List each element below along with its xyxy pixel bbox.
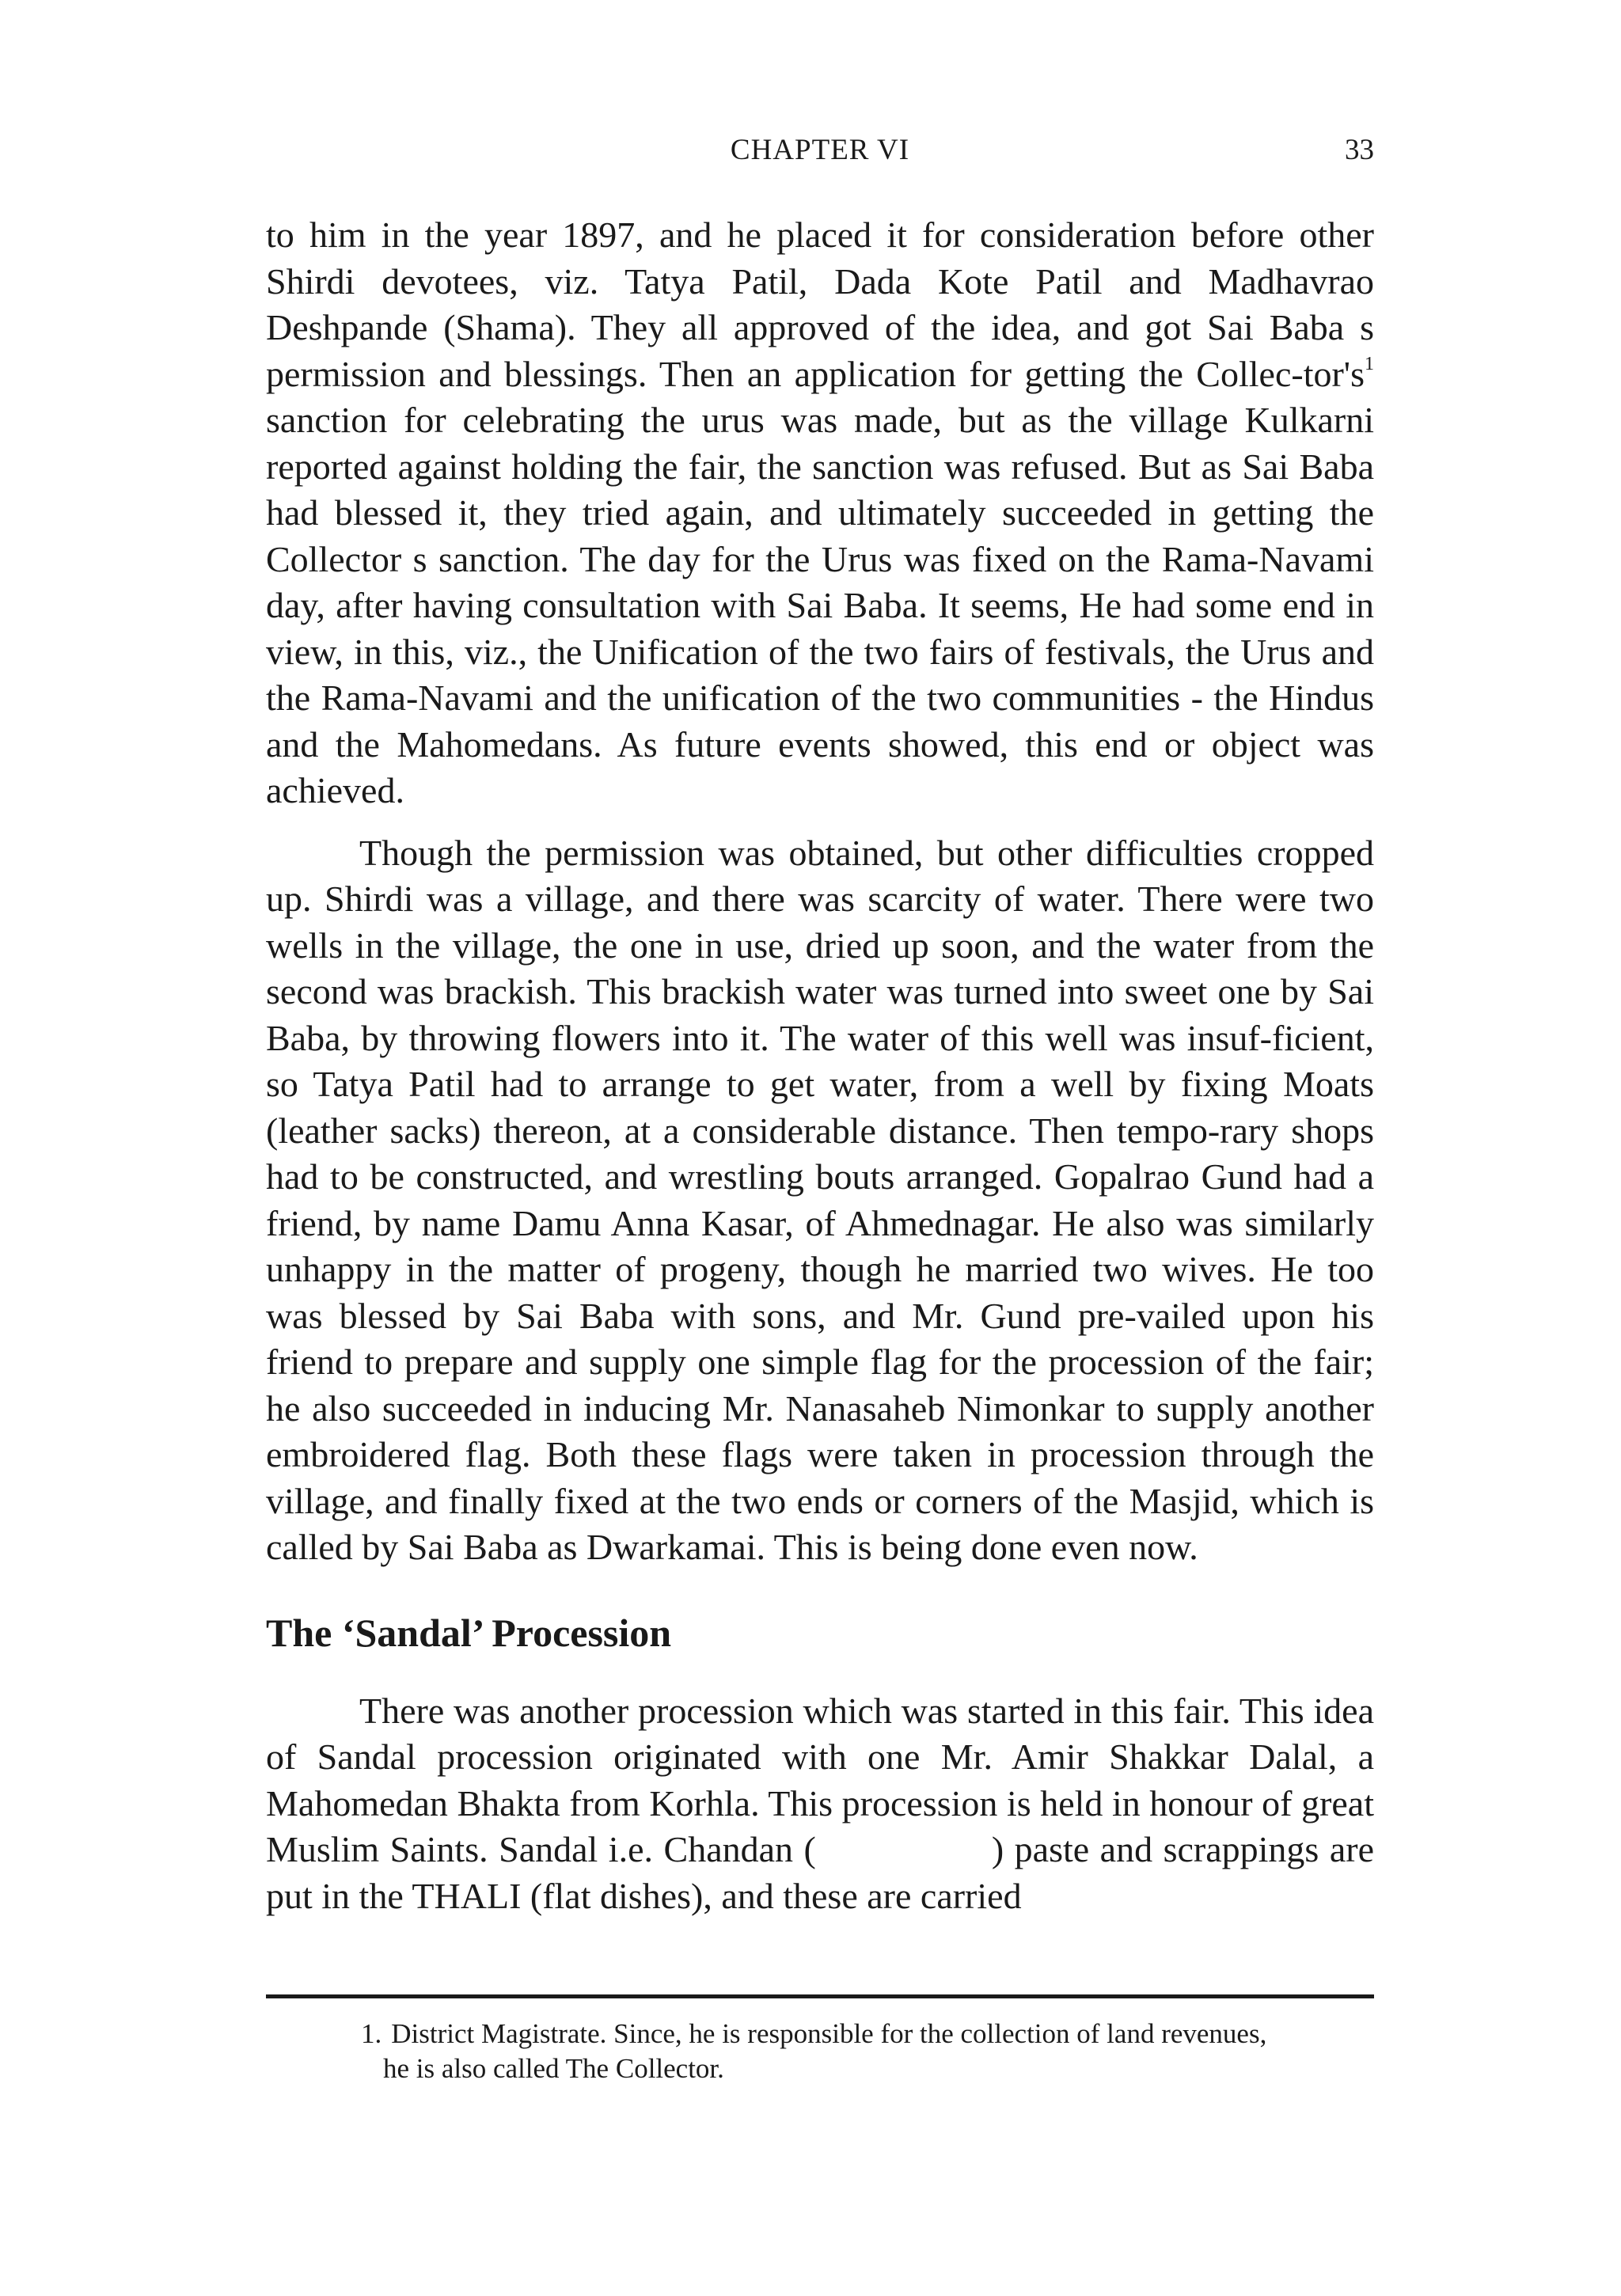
paragraph-3-text-b: ) paste and scrappings are put in the THALI (flat dishes), and these are carried <box>266 1829 1374 1916</box>
footnote-line-1: District Magistrate. Since, he is responsible for the collection of land revenues, <box>391 2018 1267 2049</box>
body-text <box>266 212 1374 1919</box>
footnote-divider <box>266 1994 1374 1998</box>
footnote-line-2: he is also called The Collector. <box>383 2053 724 2084</box>
paragraph-1-text-a: to him in the year 1897, and he placed it for consideration before other Shirdi devotees, viz. Tatya Patil, Dada Kote Patil and Madhavrao Deshpande (Shama). They all approved of the idea, and got Sai Baba s permission and blessings. Then an application for getting the Collec-tor's <box>266 214 1374 394</box>
footnote <box>361 2017 1376 2086</box>
section-heading: The ‘Sandal’ Procession <box>266 1610 672 1655</box>
footnote-number: 1. <box>361 2018 382 2049</box>
page-number: 33 <box>1345 134 1374 166</box>
footnote-reference: 1 <box>1365 353 1374 374</box>
paragraph-2: Though the permission was obtained, but other difficulties cropped up. Shirdi was a village, and there was scarcity of water. There were two wells in the village, the one in use, dried up soon, and the water from the second was brackish. This brackish water was turned into sweet one by Sai Baba, by throwing flowers into it. The water of this well was insuf-ficient, so Tatya Patil had to arrange to get water, from a well by fixing Moats (leather sacks) thereon, at a considerable distance. Then tempo-rary shops had to be constructed, and wrestling bouts arranged. Gopalrao Gund had a friend, by name Damu Anna Kasar, of Ahmednagar. He also was similarly unhappy in the matter of progeny, though he married two wives. He too was blessed by Sai Baba with sons, and Mr. Gund pre-vailed upon his friend to prepare and supply one simple flag for the procession of the fair; he also succeeded in inducing Mr. Nanasaheb Nimonkar to supply another embroidered flag. Both these flags were taken in procession through the village, and finally fixed at the two ends or corners of the Masjid, which is called by Sai Baba as Dwarkamai. This is being done even now. <box>266 832 1374 1567</box>
running-header <box>266 133 1374 177</box>
chapter-title: CHAPTER VI <box>730 134 910 166</box>
paragraph-3 <box>266 1688 1374 1920</box>
paragraph-1-text-b: sanction for celebrating the urus was made, but as the village Kulkarni reported against holding the fair, the sanction was refused. But as Sai Baba had blessed it, they tried again, and ultimately succeeded in getting the Collector s sanction. The day for the Urus was fixed on the Rama-Navami day, after having consultation with Sai Baba. It seems, He had some end in view, in this, viz., the Unification of the two fairs of festivals, the Urus and the Rama-Navami and the unification of the two communities - the Hindus and the Mahomedans. As future events showed, this end or object was achieved. <box>266 400 1374 810</box>
paragraph-1 <box>266 212 1374 814</box>
paragraph-3-text-a: There was another procession which was started in this fair. This idea of Sandal procession originated with one Mr. Amir Shakkar Dalal, a Mahomedan Bhakta from Korhla. This procession is held in honour of great Muslim Saints. Sandal i.e. Chandan ( <box>266 1690 1374 1869</box>
